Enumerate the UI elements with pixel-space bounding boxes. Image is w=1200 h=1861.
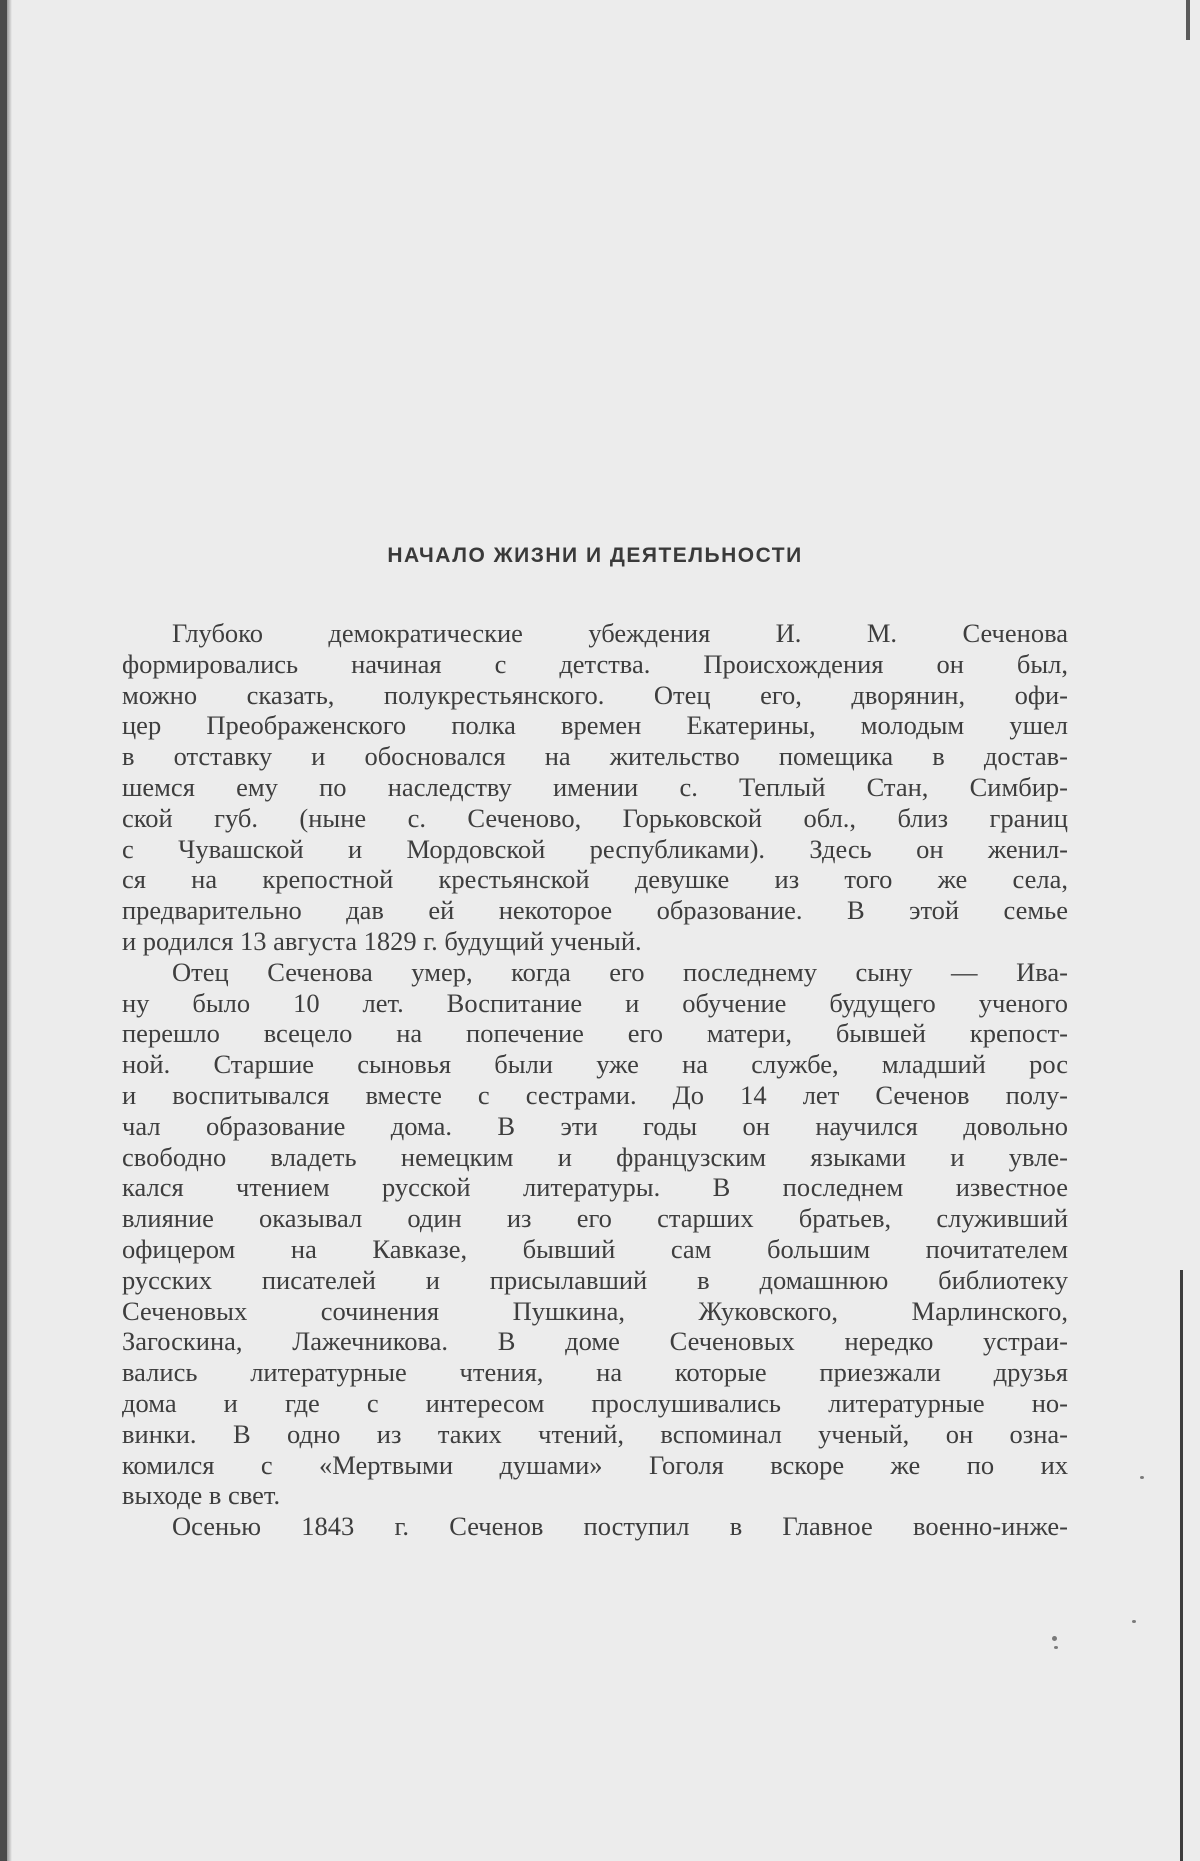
text-line: дома и где с интересом прослушивались литературные но-	[122, 1387, 1068, 1418]
text-line: ной. Старшие сыновья были уже на службе, младший рос	[122, 1049, 1068, 1080]
text-line: выходе в свет.	[122, 1480, 281, 1511]
text-line: формировались начиная с детства. Происхождения он был,	[122, 648, 1068, 679]
body-text	[122, 618, 1068, 1542]
text-line: офицером на Кавказе, бывший сам большим почитателем	[122, 1233, 1068, 1264]
text-line: вались литературные чтения, на которые приезжали друзья	[122, 1357, 1068, 1388]
text-line: шемся ему по наследству имении с. Теплый Стан, Симбир-	[122, 771, 1068, 802]
text-line: чал образование дома. В эти годы он научился довольно	[122, 1110, 1068, 1141]
scan-speck	[1052, 1636, 1057, 1641]
text-line: Осенью 1843 г. Сеченов поступил в Главное военно-инже-	[172, 1511, 1068, 1542]
text-line: перешло всецело на попечение его матери, бывшей крепост-	[122, 1018, 1068, 1049]
text-line: с Чувашской и Мордовской республиками). Здесь он женил-	[122, 833, 1068, 864]
text-line: винки. В одно из таких чтений, вспоминал ученый, он озна-	[122, 1418, 1068, 1449]
paragraph-1	[122, 618, 1068, 957]
text-line: Сеченовых сочинения Пушкина, Жуковского, Марлинского,	[122, 1295, 1068, 1326]
text-line: и родился 13 августа 1829 г. будущий ученый.	[122, 925, 642, 956]
text-line: ну было 10 лет. Воспитание и обучение будущего ученого	[122, 987, 1068, 1018]
text-line: влияние оказывал один из его старших братьев, служивший	[122, 1203, 1068, 1234]
scan-edge-mark	[1186, 0, 1190, 40]
binding-shadow	[7, 0, 12, 1861]
text-line: предварительно дав ей некоторое образование. В этой семье	[122, 895, 1068, 926]
scan-speck	[1140, 1476, 1144, 1479]
text-line: свободно владеть немецким и французским языками и увле-	[122, 1141, 1068, 1172]
text-line: и воспитывался вместе с сестрами. До 14 лет Сеченов полу-	[122, 1079, 1068, 1110]
text-line: комился с «Мертвыми душами» Гоголя вскоре же по их	[122, 1449, 1068, 1480]
scan-speck	[1132, 1620, 1136, 1623]
paragraph-3	[122, 1511, 1068, 1542]
scan-edge-line	[1180, 1270, 1183, 1861]
text-line: Глубоко демократические убеждения И. М. Сеченова	[172, 618, 1068, 648]
text-line: можно сказать, полукрестьянского. Отец его, дворянин, офи-	[122, 679, 1068, 710]
text-line: Загоскина, Лажечникова. В доме Сеченовых нередко устраи-	[122, 1326, 1068, 1357]
text-line: русских писателей и присылавший в домашнюю библиотеку	[122, 1264, 1068, 1295]
text-line: Отец Сеченова умер, когда его последнему сыну — Ива-	[172, 956, 1068, 987]
page-binding-edge	[0, 0, 7, 1861]
text-line: в отставку и обосновался на жительство помещика в достав-	[122, 741, 1068, 772]
scan-speck	[1054, 1646, 1058, 1649]
text-line: ся на крепостной крестьянской девушке из того же села,	[122, 864, 1068, 895]
text-line: кался чтением русской литературы. В последнем известное	[122, 1172, 1068, 1203]
text-line: цер Преображенского полка времен Екатерины, молодым ушел	[122, 710, 1068, 741]
text-line: ской губ. (ныне с. Сеченово, Горьковской обл., близ границ	[122, 802, 1068, 833]
chapter-title: НАЧАЛО ЖИЗНИ И ДЕЯТЕЛЬНОСТИ	[387, 544, 803, 567]
paragraph-2	[122, 957, 1068, 1511]
